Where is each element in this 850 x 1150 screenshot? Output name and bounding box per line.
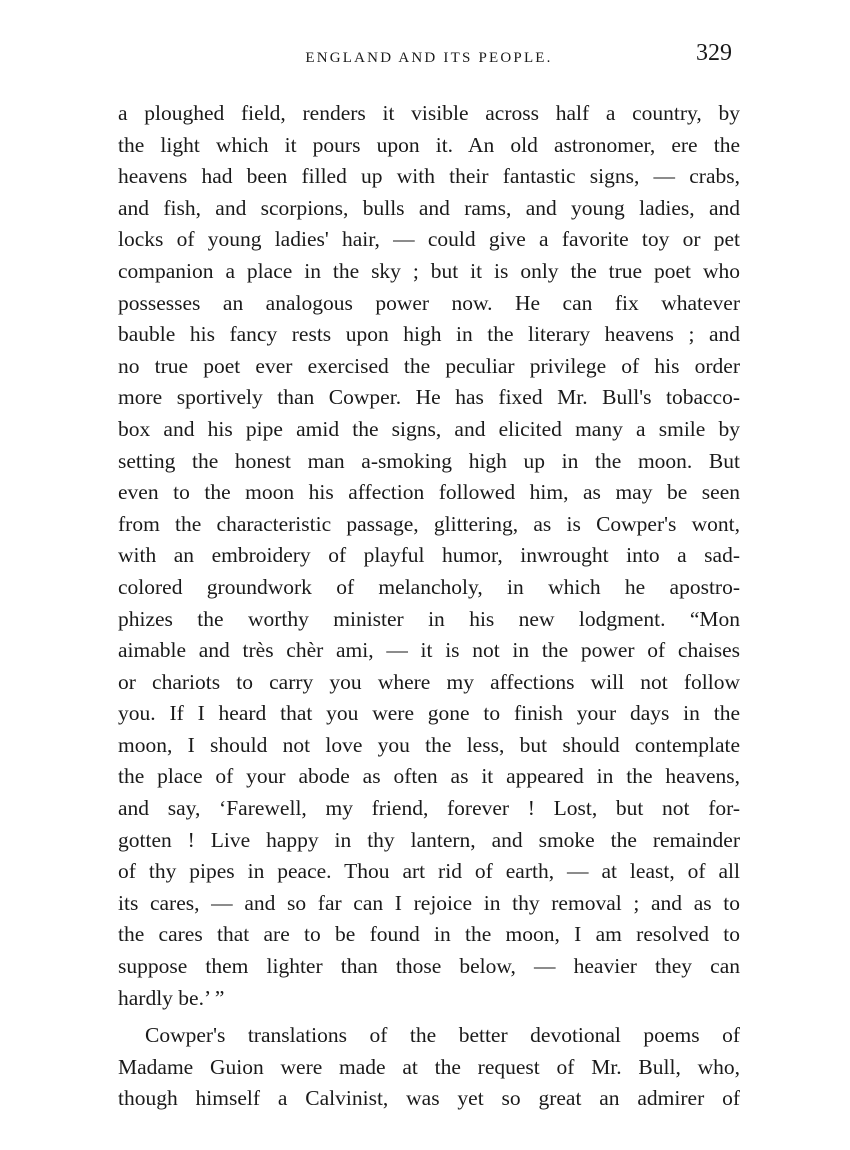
running-title: ENGLAND AND ITS PEOPLE. [305,50,553,66]
text-line: Madame Guion were made at the request of Mr. Bull, who, [118,1054,740,1079]
text-line: the place of your abode as often as it appeared in the heavens, [118,764,740,789]
text-line: companion a place in the sky ; but it is only the true poet who [118,258,740,283]
text-line: its cares, — and so far can I rejoice in thy removal ; and as to [118,890,740,915]
page-number: 329 [696,40,732,66]
text-line: you. If I heard that you were gone to finish your days in the [118,701,740,726]
text-line: no true poet ever exercised the peculiar privilege of his order [118,353,740,378]
running-head [118,40,740,76]
text-line: setting the honest man a-smoking high up in the moon. But [118,448,740,473]
text-line: or chariots to carry you where my affections will not follow [118,669,740,694]
text-line: Cowper's translations of the better devotional poems of [145,1023,740,1048]
text-line: bauble his fancy rests upon high in the literary heavens ; and [118,322,740,347]
paragraph [118,1020,740,1115]
text-line: even to the moon his affection followed him, as may be seen [118,480,740,505]
text-line: colored groundwork of melancholy, in which he apostro- [118,574,740,599]
paragraph [118,98,740,1014]
text-line: box and his pipe amid the signs, and elicited many a smile by [118,416,740,441]
text-line: of thy pipes in peace. Thou art rid of earth, — at least, of all [118,859,740,884]
text-line: locks of young ladies' hair, — could give a favorite toy or pet [118,227,740,252]
text-line: the light which it pours upon it. An old astronomer, ere the [118,132,740,157]
text-line: moon, I should not love you the less, but should contemplate [118,732,740,757]
text-line: though himself a Calvinist, was yet so great an admirer of [118,1086,740,1111]
text-line: gotten ! Live happy in thy lantern, and smoke the remainder [118,827,740,852]
body-text [118,98,740,1115]
text-line: phizes the worthy minister in his new lodgment. “Mon [118,606,740,631]
text-line: a ploughed field, renders it visible across half a country, by [118,101,740,125]
text-line: aimable and très chèr ami, — it is not in the power of chaises [118,638,740,663]
text-line: with an embroidery of playful humor, inwrought into a sad- [118,543,740,568]
text-line: from the characteristic passage, glittering, as is Cowper's wont, [118,511,740,536]
text-line: the cares that are to be found in the moon, I am resolved to [118,922,740,947]
text-line: heavens had been filled up with their fantastic signs, — crabs, [118,164,740,189]
text-line: and say, ‘Farewell, my friend, forever ! Lost, but not for- [118,796,740,821]
text-line: hardly be.’ ” [118,985,225,1010]
text-line: suppose them lighter than those below, — heavier they can [118,954,740,979]
text-line: and fish, and scorpions, bulls and rams, and young ladies, and [118,195,740,220]
text-line: possesses an analogous power now. He can fix whatever [118,290,740,315]
text-line: more sportively than Cowper. He has fixed Mr. Bull's tobacco- [118,385,740,410]
